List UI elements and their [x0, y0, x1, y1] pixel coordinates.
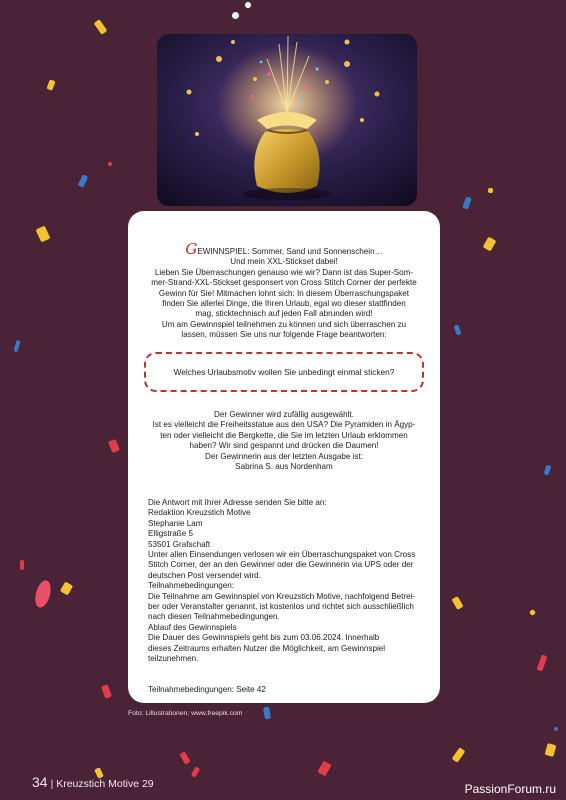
text-line: deutschen Post versendet wird. — [148, 570, 261, 580]
text-line: Die Dauer des Gewinnspiels geht bis zum 03.06.2024. Innerhalb — [148, 633, 380, 643]
contest-question: Welches Urlaubsmotiv wollen Sie unbedingt einmal sticken? — [173, 367, 395, 377]
text-line: ber oder Veranstalter genannt, ist kostenlos und richtet sich ausschließlich — [148, 602, 414, 612]
question-box — [144, 352, 424, 392]
address-and-terms — [148, 498, 420, 665]
photo-credit: Foto: Lillustrationen: www.freepik.com — [128, 710, 243, 717]
text-line: Teilnahmebedingungen: — [148, 581, 234, 591]
intro-line: lassen, müssen Sie uns nur folgende Frage beantworten: — [181, 330, 387, 340]
intro-line: Lieben Sie Überraschungen genauso wie wir? Dann ist das Super-Som- — [154, 267, 414, 277]
giveaway-intro — [138, 240, 430, 341]
winner-line: ten oder vielleicht die Bergkette, die Sie im letzten Urlaub erklommen — [160, 430, 408, 440]
text-line: Die Teilnahme am Gewinnspiel von Kreuzstich Motive, nachfolgend Betrei- — [148, 591, 416, 601]
intro-line: Gewinn für Sie! Mitmachen lohnt sich: In diesem Überraschungspaket — [158, 288, 410, 298]
text-line: dieses Zeitraums erhalten Nutzer die Möglichkeit, am Gewinnspiel — [148, 643, 386, 653]
text-line: Redaktion Kreuzstich Motive — [148, 508, 251, 518]
magazine-title: Kreuzstich Motive 29 — [56, 778, 154, 790]
text-line: teilzunehmen. — [148, 654, 199, 664]
winner-name: Sabrina S. aus Nordenham — [235, 462, 333, 472]
watermark: PassionForum.ru — [464, 782, 556, 796]
text-line: Ablauf des Gewinnspiels — [148, 622, 237, 632]
intro-line: mer-Strand-XXL-Stickset gesponsert von Cross Stitch Corner der perfekte — [151, 278, 417, 288]
text-line: Stephanie Lam — [148, 518, 203, 528]
page-number: 34 — [32, 774, 48, 790]
intro-line: GEWINNSPIEL: Sommer, Sand und Sonnenschein… — [185, 240, 383, 258]
terms-reference: Teilnahmebedingungen: Seite 42 — [148, 685, 266, 694]
winner-section — [138, 410, 430, 472]
text-line: Stitch Corner, der an den Gewinner oder die Gewinnerin via UPS oder der — [148, 560, 414, 570]
text-line: nach diesen Teilnahmebedingungen. — [148, 612, 280, 622]
winner-line: Der Gewinner wird zufällig ausgewählt. — [214, 410, 354, 419]
giveaway-card — [128, 211, 440, 703]
page-footer — [32, 774, 154, 792]
drop-cap: G — [185, 240, 198, 258]
intro-line: mag, sticktechnisch auf jeden Fall abrunden wird! — [195, 309, 373, 319]
winner-line: Der Gewinnerin aus der letzten Ausgabe ist: — [205, 451, 363, 461]
winner-line: Ist es vielleicht die Freiheitsstatue aus den USA? Die Pyramiden in Ägyp- — [152, 420, 416, 430]
intro-line: Um am Gewinnspiel teilnehmen zu können und sich überraschen zu — [161, 319, 407, 329]
text-line: Unter allen Einsendungen verlosen wir ein Überraschungspaket von Cross — [148, 550, 416, 560]
text-line: Elligstraße 5 — [148, 529, 193, 539]
text-line: Die Antwort mit Ihrer Adresse senden Sie bitte an: — [148, 498, 327, 507]
intro-line: Und mein XXL-Stickset dabei! — [230, 257, 338, 267]
winner-line: haben? Wir sind gespannt und drücken die Daumen! — [189, 441, 379, 451]
text-line: 53501 Grafschaft — [148, 539, 211, 549]
intro-line: finden Sie allerlei Dinge, die Ihren Urlaub, egal wo dieser stattfinden — [162, 299, 406, 309]
gift-bag-illustration — [157, 34, 417, 206]
golden-gift-bag-image — [157, 34, 417, 206]
footer-separator: | — [50, 779, 54, 790]
